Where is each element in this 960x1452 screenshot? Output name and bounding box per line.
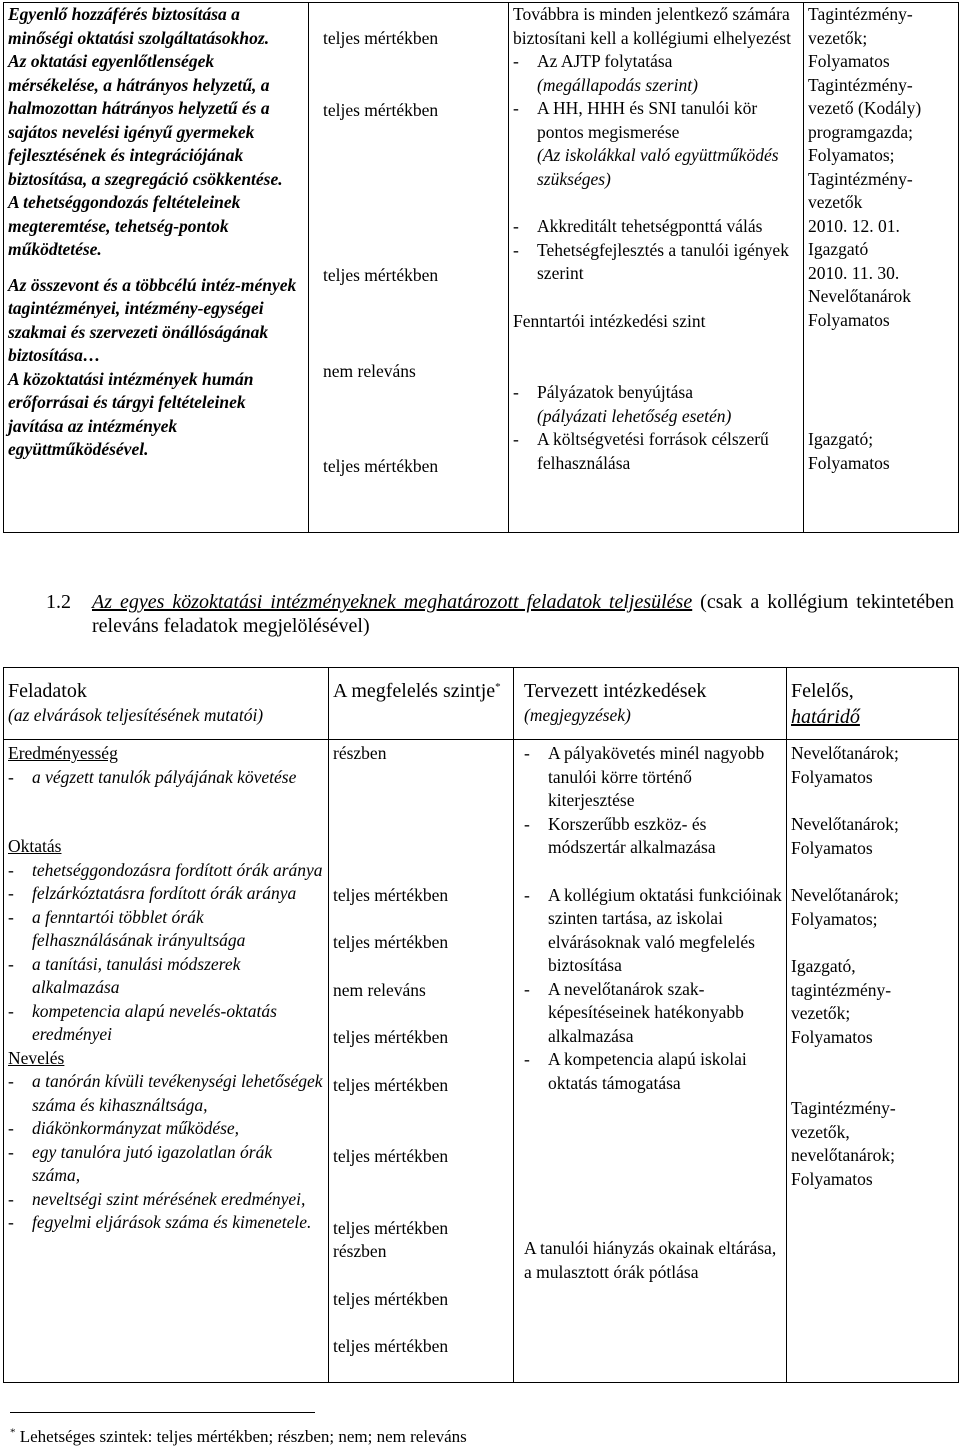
resp-line: tagintézmény- <box>791 979 892 1000</box>
header-subtitle: (az elvárások teljesítésének mutatói) <box>8 705 264 725</box>
task-text: Az összevont és a többcélú intéz-mények tagintézményei, intézmény-egységei szakmai és szervezeti önállóságának biztosítása… <box>8 274 297 365</box>
footnote-mark: * <box>10 1426 16 1439</box>
resp-line: Nevelőtanárok; <box>791 743 899 763</box>
section-title-suffix: (csak a kollégium tekintetében releváns feladatok megjelölésével) <box>92 591 954 637</box>
level-value: teljes mértékben <box>323 265 439 285</box>
list-item: neveltségi szint mérésének eredményei, <box>32 1188 306 1209</box>
measure-item: A kompetencia alapú iskolai oktatás támogatása <box>548 1049 747 1093</box>
header-title: Tervezett intézkedések <box>524 680 707 702</box>
top-table <box>3 2 959 533</box>
resp-line: Igazgató, <box>791 956 856 976</box>
measure-item: Pályázatok benyújtása <box>537 382 693 402</box>
level-value: teljes mértékben <box>323 28 439 48</box>
resp-line: vezetők, <box>791 1121 850 1142</box>
header-level <box>329 668 514 740</box>
resp-line: Nevelőtanárok; <box>791 814 899 834</box>
list-item: fegyelmi eljárások száma és kimenetele. <box>32 1212 312 1232</box>
resp-line: programgazda; <box>808 121 913 142</box>
list-item: a tanórán kívüli tevékenységi lehetőségek száma és kihasználtsága, <box>32 1071 323 1115</box>
level-value: teljes mértékben <box>333 1027 449 1047</box>
tasks-cell: Eredményesség - a végzett tanulók pályájának követése Oktatás - tehetséggondozásra fordított órák aránya - felzárkóztatásra fordított órák aránya - a fenntartói többlet órák felhasználásának irányultsága - a tanítási, tanulási módszerek alkalmazása - kompetencia alapú nevelés-oktatás eredményei Nevelés - a tanórán kívüli tevékenységi lehetőségek száma és kihasználtsága, - diákönkormányzat működése, - egy tanulóra jutó igazolatlan órák száma, - neveltségi szint mérésének eredményei, - fegyelmi eljárások száma és kimenetele. <box>4 740 329 1383</box>
resp-line: Tagintézmény- <box>808 74 913 95</box>
section-title: Az egyes közoktatási intézményeknek meghatározott feladatok teljesülése <box>92 591 693 613</box>
level-value: részben <box>333 1241 387 1261</box>
measure-item: A nevelőtanárok szak-képesítéseinek hatékonyabb alkalmazása <box>548 978 744 1046</box>
header-title: határidő <box>791 706 860 728</box>
resp-line: Folyamatos <box>791 766 873 787</box>
list-item: diákönkormányzat működése, <box>32 1118 240 1138</box>
top-col-levels <box>309 3 509 533</box>
task-text: Egyenlő hozzáférés biztosítása a minőségi oktatási szolgáltatásokhoz. <box>8 4 270 48</box>
list-item: felzárkóztatásra fordított órák aránya <box>32 883 297 903</box>
resp-line: vezető (Kodály) <box>808 98 922 118</box>
top-col-tasks <box>4 3 309 533</box>
resp-line: vezetők; <box>808 27 868 48</box>
list-item: a végzett tanulók pályájának követése <box>32 766 297 787</box>
level-value: teljes mértékben <box>323 99 439 120</box>
level-value: teljes mértékben <box>333 932 449 952</box>
header-tasks <box>4 668 329 740</box>
measure-item: Akkreditált tehetségponttá válás <box>537 216 763 236</box>
top-col-measures: Továbbra is minden jelentkező számára biztosítani kell a kollégiumi elhelyezést - Az AJTP folytatása (megállapodás szerint) - A HH, HHH és SNI tanulói kör pontos megismerése (Az iskolákkal való együttműködés szükséges) - Akkreditált tehetségponttá válás - Tehetségfejlesztés a tanulói igények szerint Fenntartói intézkedési szint - Pályázatok benyújtása (pályázati lehetőség esetén) - A költségvetési források célszerű felhasználása <box>509 3 804 533</box>
level-value: részben <box>333 743 387 763</box>
header-title: Felelős, <box>791 680 854 702</box>
list-item: a tanítási, tanulási módszerek alkalmazása <box>32 953 241 997</box>
resp-line: Nevelőtanárok <box>808 286 912 306</box>
resp-line: vezetők <box>808 192 863 212</box>
footnote <box>10 1426 467 1448</box>
measure-item: A HH, HHH és SNI tanulói kör pontos megismerése <box>537 98 758 142</box>
resp-line: Igazgató; <box>808 429 874 449</box>
group-title: Nevelés <box>8 1047 65 1068</box>
resp-line: Nevelőtanárok; <box>791 885 899 905</box>
header-measures <box>514 668 787 740</box>
resp-line: Folyamatos <box>808 51 890 71</box>
table-header-row <box>4 668 959 740</box>
measure-item: A kollégium oktatási funkcióinak szinten tartása, az iskolai elvárásoknak való megfelelés biztosítása <box>548 884 782 975</box>
resp-line: Tagintézmény- <box>791 1098 896 1118</box>
measure-text: Fenntartói intézkedési szint <box>513 310 706 331</box>
measure-item: Korszerűbb eszköz- és módszertár alkalmazása <box>548 813 716 857</box>
resp-line: nevelőtanárok; <box>791 1145 895 1165</box>
level-value: teljes mértékben <box>333 1074 449 1095</box>
header-title: Feladatok <box>8 680 87 702</box>
header-subtitle: (megjegyzések) <box>524 705 631 725</box>
level-value: teljes mértékben <box>333 1336 449 1356</box>
resp-line: Tagintézmény- <box>808 4 913 24</box>
resp-line: Folyamatos <box>808 452 890 473</box>
measure-note: (pályázati lehetőség esetén) <box>537 405 732 426</box>
level-value: nem releváns <box>323 360 416 381</box>
resp-line: Folyamatos; <box>791 908 878 929</box>
resp-line: Tagintézmény- <box>808 168 913 189</box>
header-responsible <box>787 668 959 740</box>
measure-text: A tanulói hiányzás okainak eltárása, a mulasztott órák pótlása <box>524 1238 777 1282</box>
measure-item: Az AJTP folytatása <box>537 51 673 71</box>
footnote-text: Lehetséges szintek: teljes mértékben; részben; nem; nem releváns <box>15 1427 467 1446</box>
responsible-cell <box>787 740 959 1383</box>
level-value: teljes mértékben <box>333 884 449 905</box>
levels-cell <box>329 740 514 1383</box>
resp-line: 2010. 12. 01. <box>808 215 900 236</box>
measure-item: Tehetségfejlesztés a tanulói igények szerint <box>537 239 789 283</box>
header-title: A megfelelés szintje <box>333 680 496 702</box>
measure-item: A költségvetési források célszerű felhasználása <box>537 429 769 473</box>
level-value: teljes mértékben <box>333 1146 449 1166</box>
list-item: tehetséggondozásra fordított órák aránya <box>32 859 323 880</box>
measure-note: (Az iskolákkal való együttműködés szükséges) <box>537 145 779 189</box>
footnote-separator <box>10 1412 315 1413</box>
list-item: kompetencia alapú nevelés-oktatás eredményei <box>32 1000 277 1044</box>
level-value: teljes mértékben <box>333 1288 449 1309</box>
group-title: Oktatás <box>8 836 62 856</box>
resp-line: Folyamatos <box>791 1168 873 1189</box>
tasks-table <box>3 667 959 1383</box>
resp-line: Folyamatos <box>791 837 873 858</box>
resp-line: Folyamatos <box>791 1026 873 1047</box>
list-item: egy tanulóra jutó igazolatlan órák száma, <box>32 1141 273 1185</box>
level-value: teljes mértékben <box>323 456 439 476</box>
measure-note: (megállapodás szerint) <box>537 74 698 95</box>
resp-line: Igazgató <box>808 239 869 259</box>
task-text: Az oktatási egyenlőtlenségek mérsékelése, a hátrányos helyzetű, a halmozottan hátrányos helyzetű és a sajátos nevelési igényű gyermekek fejlesztésének és integrációjának biztosítása, a szegregáció csökkentése. <box>8 51 283 189</box>
resp-line: Folyamatos; <box>808 145 895 165</box>
table-body-row <box>4 740 959 1383</box>
measure-text: Továbbra is minden jelentkező számára biztosítani kell a kollégiumi elhelyezést <box>513 4 791 48</box>
section-number: 1.2 <box>46 591 71 613</box>
task-text: A közoktatási intézmények humán erőforrásai és tárgyi feltételeinek javítása az intézmények együttműködésével. <box>8 368 254 459</box>
group-title: Eredményesség <box>8 743 118 763</box>
list-item: a fenntartói többlet órák felhasználásának irányultsága <box>32 906 246 950</box>
measure-item: A pályakövetés minél nagyobb tanulói körre történő kiterjesztése <box>548 743 765 810</box>
resp-line: 2010. 11. 30. <box>808 262 900 283</box>
footnote-mark: * <box>495 681 501 694</box>
level-value: nem releváns <box>333 979 426 1000</box>
level-value: teljes mértékben <box>333 1217 449 1238</box>
resp-line: vezetők; <box>791 1003 851 1023</box>
top-col-responsible <box>804 3 959 533</box>
measures-cell: - A pályakövetés minél nagyobb tanulói körre történő kiterjesztése - Korszerűbb eszköz- és módszertár alkalmazása - A kollégium oktatási funkcióinak szinten tartása, az iskolai elvárásoknak való megfelelés biztosítása - A nevelőtanárok szak-képesítéseinek hatékonyabb alkalmazása - A kompetencia alapú iskolai oktatás támogatása A tanulói hiányzás okainak eltárása, a mulasztott órák pótlása <box>514 740 787 1383</box>
resp-line: Folyamatos <box>808 309 890 330</box>
task-text: A tehetséggondozás feltételeinek megteremtése, tehetség-pontok működtetése. <box>8 192 241 259</box>
section-heading <box>46 590 954 638</box>
